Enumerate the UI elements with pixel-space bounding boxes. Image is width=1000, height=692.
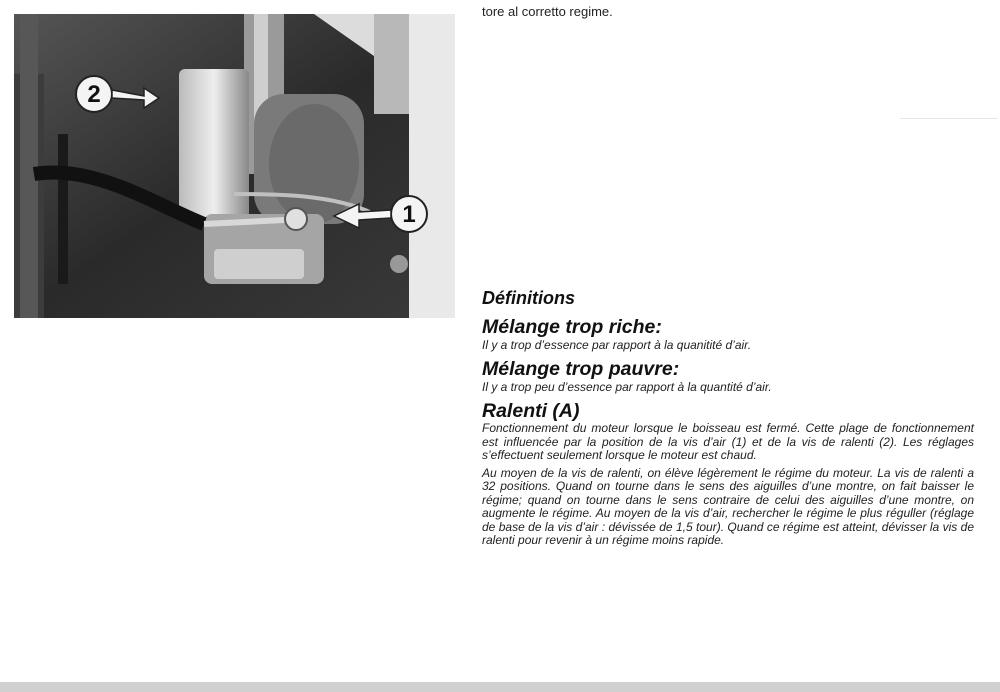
callout-2: 2 bbox=[87, 81, 101, 108]
page-bottom-edge bbox=[0, 682, 1000, 692]
section-title: Définitions bbox=[482, 288, 575, 308]
term-lean-mixture: Mélange trop pauvre: bbox=[482, 358, 680, 380]
faint-rule bbox=[900, 118, 998, 119]
term-idle: Ralenti (A) bbox=[482, 400, 580, 422]
callout-1: 1 bbox=[402, 201, 416, 228]
definition-rich-mixture: Il y a trop d’essence par rapport à la quanitité d’air. bbox=[482, 338, 752, 352]
carburetor-photo bbox=[14, 14, 455, 318]
idle-paragraph-2: Au moyen de la vis de ralenti, on élève légèrement le régime du moteur. La vis de ralenti a 32 positions. Quand on tourne dans le sens des aiguilles d’une montre, on fait baisser le régime; quand on tourne dans le sens contraire de celui des aiguilles d’une montre, on augmente le régime. Au moyen de la vis d’air, rechercher le régime le plus réguller (réglage de base de la vis d’air : dévissée de 1,5 tour). Quand ce régime est atteint, dévisser la vis de ralenti pour revenir à un régime moins rapide. bbox=[482, 465, 974, 547]
previous-page-text: tore al corretto regime. bbox=[482, 4, 613, 19]
definition-lean-mixture: Il y a trop peu d’essence par rapport à la quantité d’air. bbox=[482, 380, 772, 394]
definitions-section bbox=[482, 288, 974, 552]
term-rich-mixture: Mélange trop riche: bbox=[482, 316, 662, 338]
idle-paragraph-1: Fonctionnement du moteur lorsque le boisseau est fermé. Cette plage de fonctionnement est influencée par la position de la vis d’air (1) et de la vis de ralenti (2). Les réglages s’effectuent seulement lorsque le moteur est chaud. bbox=[482, 421, 974, 462]
